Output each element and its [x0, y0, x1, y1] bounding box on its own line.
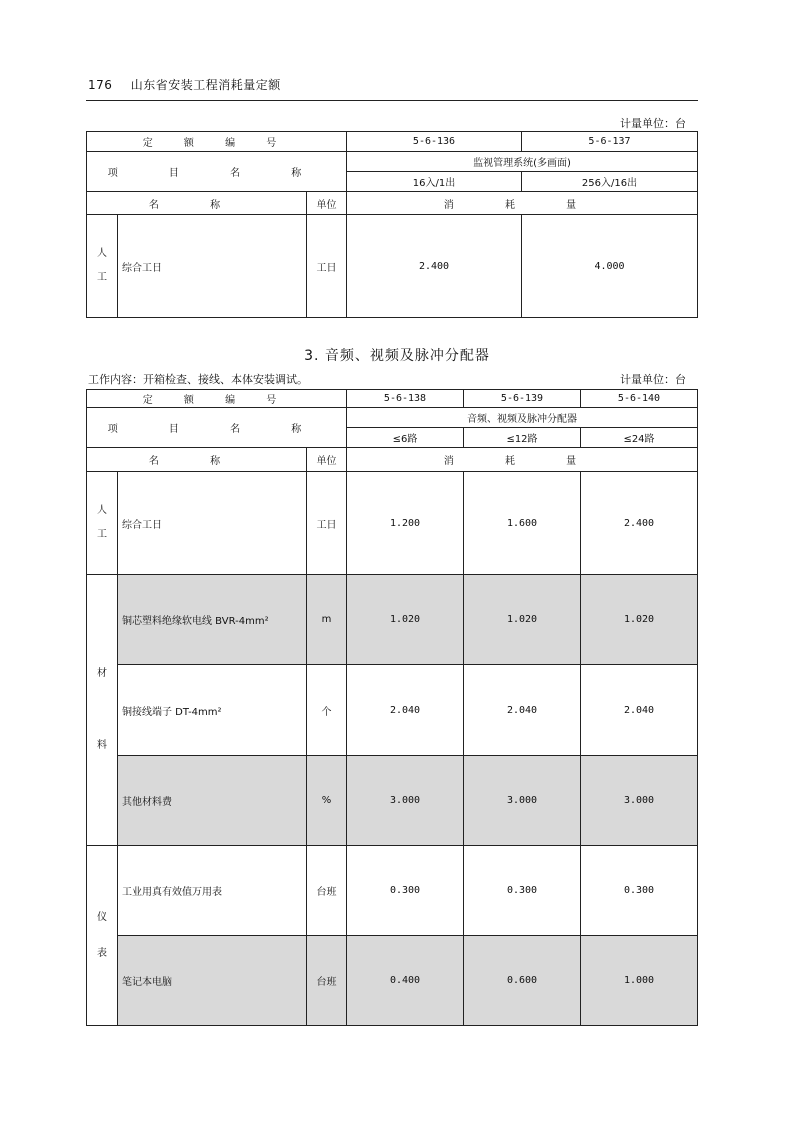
resource-unit: 工日 [307, 215, 347, 318]
consumption-value: 0.300 [464, 846, 581, 936]
book-title: 山东省安装工程消耗量定额 [130, 78, 281, 92]
resource-unit: 个 [307, 665, 347, 756]
consumption-value: 4.000 [522, 215, 698, 318]
consumption-value: 1.600 [464, 472, 581, 575]
item-spec: ≤24路 [581, 428, 698, 448]
col-header-name: 名 称 [87, 192, 307, 215]
consumption-value: 2.400 [581, 472, 698, 575]
col-header-unit: 单位 [307, 192, 347, 215]
quota-table-2 [86, 389, 698, 1026]
quota-code: 5-6-137 [522, 132, 698, 152]
section-title: 3. 音频、视频及脉冲分配器 [304, 348, 490, 364]
category-labor: 人 工 [87, 215, 118, 318]
work-content: 工作内容：开箱检查、接线、本体安装调试。 [88, 373, 308, 386]
item-spec: 16入/1出 [347, 172, 522, 192]
quota-table-1 [86, 131, 698, 318]
col-header-unit: 单位 [307, 448, 347, 472]
category-instrument: 仪 表 [87, 846, 118, 1026]
page-number: 176 [88, 78, 113, 92]
category-labor: 人 工 [87, 472, 118, 575]
resource-name: 综合工日 [118, 472, 307, 575]
quota-code: 5-6-138 [347, 390, 464, 408]
resource-unit: m [307, 575, 347, 665]
consumption-value: 2.040 [581, 665, 698, 756]
consumption-value: 3.000 [347, 756, 464, 846]
consumption-value: 0.300 [347, 846, 464, 936]
code-row-label: 定 额 编 号 [87, 132, 347, 152]
consumption-value: 0.600 [464, 936, 581, 1026]
consumption-value: 0.400 [347, 936, 464, 1026]
resource-unit: 台班 [307, 846, 347, 936]
resource-name: 铜芯塑料绝缘软电线 BVR-4mm² [118, 575, 307, 665]
item-spec: ≤6路 [347, 428, 464, 448]
consumption-value: 2.040 [347, 665, 464, 756]
col-header-consumption: 消 耗 量 [347, 448, 698, 472]
category-material: 材 料 [87, 575, 118, 846]
quota-code: 5-6-139 [464, 390, 581, 408]
item-group-name: 监视管理系统(多画面) [347, 152, 698, 172]
col-header-name: 名 称 [87, 448, 307, 472]
resource-name: 铜接线端子 DT-4mm² [118, 665, 307, 756]
quota-code: 5-6-136 [347, 132, 522, 152]
item-spec: 256入/16出 [522, 172, 698, 192]
item-row-label: 项 目 名 称 [87, 152, 347, 192]
consumption-value: 3.000 [464, 756, 581, 846]
consumption-value: 1.020 [347, 575, 464, 665]
item-group-name: 音频、视频及脉冲分配器 [347, 408, 698, 428]
resource-name: 工业用真有效值万用表 [118, 846, 307, 936]
item-row-label: 项 目 名 称 [87, 408, 347, 448]
table2-unit-label: 计量单位：台 [620, 373, 686, 386]
consumption-value: 2.400 [347, 215, 522, 318]
consumption-value: 1.020 [464, 575, 581, 665]
resource-unit: 工日 [307, 472, 347, 575]
quota-code: 5-6-140 [581, 390, 698, 408]
header-rule [86, 100, 698, 101]
resource-name: 其他材料费 [118, 756, 307, 846]
consumption-value: 3.000 [581, 756, 698, 846]
consumption-value: 0.300 [581, 846, 698, 936]
col-header-consumption: 消 耗 量 [347, 192, 698, 215]
code-row-label: 定 额 编 号 [87, 390, 347, 408]
consumption-value: 1.200 [347, 472, 464, 575]
page-header [88, 76, 281, 93]
resource-unit: 台班 [307, 936, 347, 1026]
resource-unit: % [307, 756, 347, 846]
item-spec: ≤12路 [464, 428, 581, 448]
consumption-value: 1.000 [581, 936, 698, 1026]
table1-unit-label: 计量单位：台 [620, 117, 686, 130]
consumption-value: 2.040 [464, 665, 581, 756]
resource-name: 笔记本电脑 [118, 936, 307, 1026]
consumption-value: 1.020 [581, 575, 698, 665]
resource-name: 综合工日 [118, 215, 307, 318]
